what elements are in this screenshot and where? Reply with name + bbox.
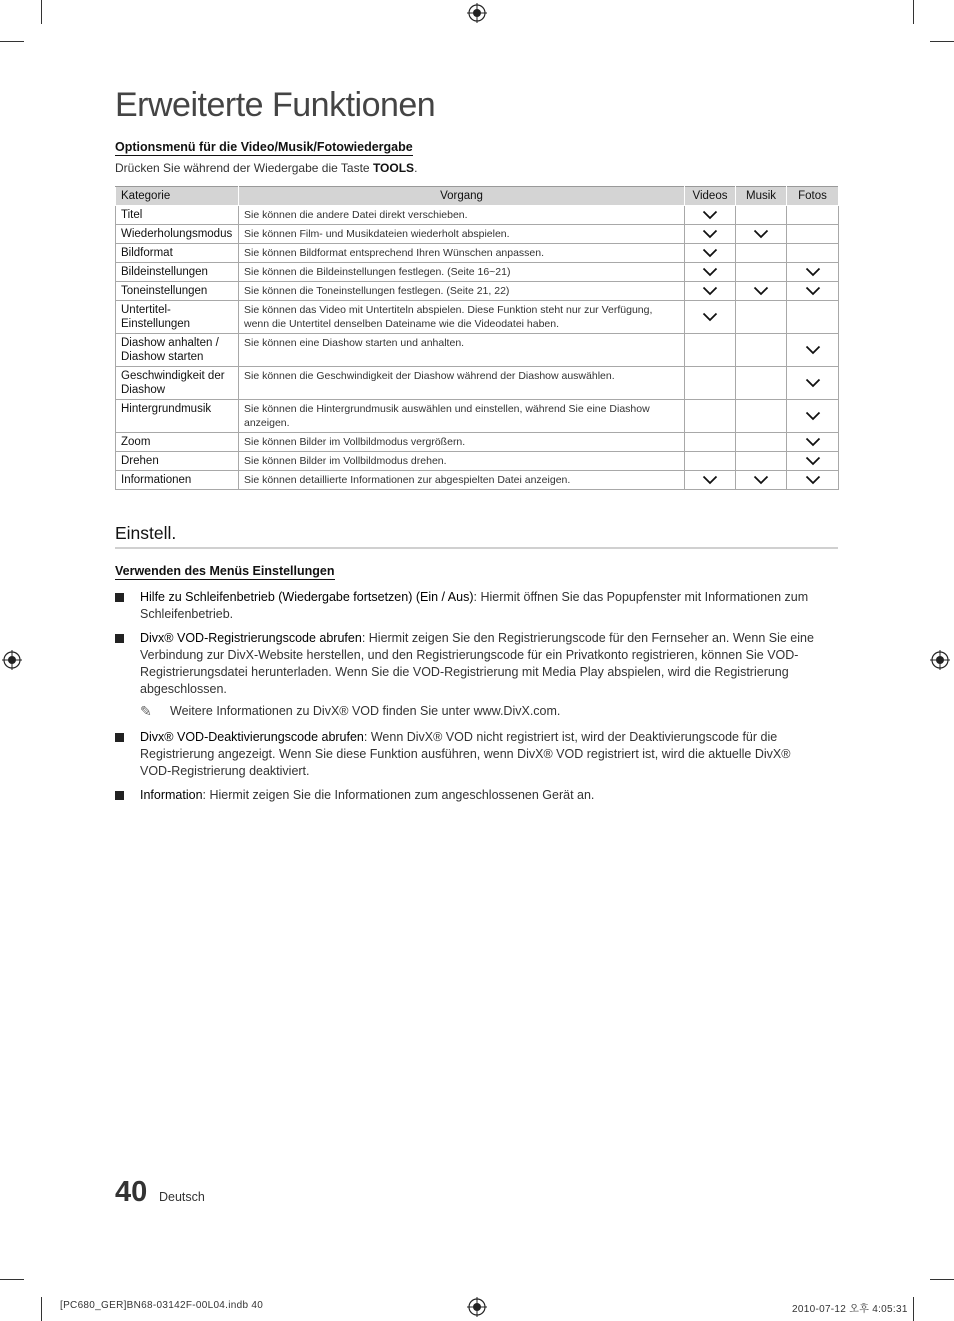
cell-vorgang: Sie können die Geschwindigkeit der Diashow während der Diashow auswählen. bbox=[239, 367, 685, 400]
cell-videos bbox=[685, 282, 736, 301]
cell-fotos bbox=[787, 367, 839, 400]
crop-mark bbox=[0, 41, 24, 42]
settings-section-heading: Einstell. bbox=[115, 523, 838, 549]
cell-videos bbox=[685, 263, 736, 282]
cell-kategorie: Drehen bbox=[116, 452, 239, 471]
registration-mark-icon bbox=[930, 650, 950, 670]
check-mark-icon bbox=[702, 267, 718, 277]
cell-fotos bbox=[787, 244, 839, 263]
crop-mark bbox=[913, 1297, 914, 1321]
cell-fotos bbox=[787, 225, 839, 244]
print-file-info: [PC680_GER]BN68-03142F-00L04.indb 40 bbox=[60, 1300, 264, 1311]
table-row bbox=[116, 367, 839, 400]
intro-suffix: . bbox=[414, 161, 418, 175]
cell-musik bbox=[736, 225, 787, 244]
cell-kategorie: Bildformat bbox=[116, 244, 239, 263]
column-header-fotos: Fotos bbox=[787, 187, 839, 206]
check-mark-icon bbox=[702, 475, 718, 485]
note bbox=[140, 703, 815, 720]
column-header-vorgang: Vorgang bbox=[239, 187, 685, 206]
options-intro bbox=[115, 161, 417, 175]
pencil-note-icon: ✎ bbox=[140, 703, 152, 719]
item-text: : Hiermit zeigen Sie den Registrierungscode für den Fernseher an. Wenn Sie eine Verbindung zur DivX-Website herstellen, und den Registrierungscode für ein Privatkonto registrieren, können Sie VOD-Registrierungsdatei herunterladen. Wenn Sie die VOD-Registrierung mit Media Play abspielen, wird die Registrierung abgeschlossen. bbox=[140, 631, 814, 696]
table-row bbox=[116, 471, 839, 490]
cell-musik bbox=[736, 301, 787, 334]
cell-fotos bbox=[787, 400, 839, 433]
registration-mark-icon bbox=[467, 1297, 487, 1317]
crop-mark bbox=[930, 41, 954, 42]
crop-mark bbox=[41, 0, 42, 24]
item-term: Divx® VOD-Deaktivierungscode abrufen bbox=[140, 730, 364, 744]
check-mark-icon bbox=[753, 229, 769, 239]
table-row bbox=[116, 452, 839, 471]
cell-fotos bbox=[787, 471, 839, 490]
options-table bbox=[115, 186, 839, 490]
check-mark-icon bbox=[805, 437, 821, 447]
item-text: : Hiermit zeigen Sie die Informationen zum angeschlossenen Gerät an. bbox=[202, 788, 595, 802]
cell-musik bbox=[736, 244, 787, 263]
cell-videos bbox=[685, 471, 736, 490]
cell-fotos bbox=[787, 334, 839, 367]
settings-list bbox=[115, 589, 815, 811]
cell-kategorie: Bildeinstellungen bbox=[116, 263, 239, 282]
check-mark-icon bbox=[805, 267, 821, 277]
cell-fotos bbox=[787, 263, 839, 282]
cell-vorgang: Sie können detaillierte Informationen zur abgespielten Datei anzeigen. bbox=[239, 471, 685, 490]
bullet-square-icon bbox=[115, 634, 124, 643]
cell-kategorie: Titel bbox=[116, 206, 239, 225]
check-mark-icon bbox=[805, 378, 821, 388]
bullet-square-icon bbox=[115, 733, 124, 742]
cell-fotos bbox=[787, 282, 839, 301]
cell-videos bbox=[685, 206, 736, 225]
cell-musik bbox=[736, 282, 787, 301]
check-mark-icon bbox=[702, 248, 718, 258]
cell-kategorie: Untertitel-Einstellungen bbox=[116, 301, 239, 334]
check-mark-icon bbox=[805, 411, 821, 421]
cell-vorgang: Sie können Bilder im Vollbildmodus drehen. bbox=[239, 452, 685, 471]
item-term: Information bbox=[140, 788, 203, 802]
cell-musik bbox=[736, 452, 787, 471]
settings-subheading: Verwenden des Menüs Einstellungen bbox=[115, 564, 335, 578]
cell-musik bbox=[736, 334, 787, 367]
page-number: 40 bbox=[115, 1176, 148, 1208]
tools-key-label: TOOLS bbox=[372, 161, 415, 175]
crop-mark bbox=[41, 1297, 42, 1321]
print-timestamp: 2010-07-12 오후 4:05:31 bbox=[792, 1304, 908, 1315]
table-row bbox=[116, 282, 839, 301]
table-row bbox=[116, 225, 839, 244]
cell-vorgang: Sie können die Toneinstellungen festlegen. (Seite 21, 22) bbox=[239, 282, 685, 301]
cell-musik bbox=[736, 206, 787, 225]
cell-videos bbox=[685, 244, 736, 263]
bullet-square-icon bbox=[115, 791, 124, 800]
cell-vorgang: Sie können eine Diashow starten und anhalten. bbox=[239, 334, 685, 367]
options-section-heading: Optionsmenü für die Video/Musik/Fotowiedergabe bbox=[115, 140, 413, 154]
note-text: Weitere Informationen zu DivX® VOD finden Sie unter www.DivX.com. bbox=[170, 704, 561, 718]
cell-videos bbox=[685, 301, 736, 334]
crop-mark bbox=[0, 1279, 24, 1280]
cell-vorgang: Sie können Film- und Musikdateien wiederholt abspielen. bbox=[239, 225, 685, 244]
cell-vorgang: Sie können die andere Datei direkt verschieben. bbox=[239, 206, 685, 225]
list-item bbox=[115, 630, 815, 698]
cell-musik bbox=[736, 433, 787, 452]
list-item bbox=[115, 589, 815, 623]
cell-musik bbox=[736, 263, 787, 282]
registration-mark-icon bbox=[467, 3, 487, 23]
cell-videos bbox=[685, 400, 736, 433]
check-mark-icon bbox=[702, 229, 718, 239]
cell-videos bbox=[685, 225, 736, 244]
check-mark-icon bbox=[753, 286, 769, 296]
check-mark-icon bbox=[702, 286, 718, 296]
cell-vorgang: Sie können die Bildeinstellungen festlegen. (Seite 16~21) bbox=[239, 263, 685, 282]
bullet-square-icon bbox=[115, 593, 124, 602]
cell-videos bbox=[685, 367, 736, 400]
check-mark-icon bbox=[805, 345, 821, 355]
list-item bbox=[115, 729, 815, 780]
cell-videos bbox=[685, 334, 736, 367]
cell-fotos bbox=[787, 206, 839, 225]
table-row bbox=[116, 334, 839, 367]
cell-kategorie: Hintergrundmusik bbox=[116, 400, 239, 433]
cell-fotos bbox=[787, 433, 839, 452]
cell-kategorie: Zoom bbox=[116, 433, 239, 452]
cell-musik bbox=[736, 367, 787, 400]
page-title: Erweiterte Funktionen bbox=[115, 86, 436, 124]
cell-kategorie: Informationen bbox=[116, 471, 239, 490]
check-mark-icon bbox=[805, 286, 821, 296]
cell-vorgang: Sie können Bilder im Vollbildmodus vergrößern. bbox=[239, 433, 685, 452]
cell-vorgang: Sie können die Hintergrundmusik auswählen und einstellen, während Sie eine Diashow anzeigen. bbox=[239, 400, 685, 433]
cell-kategorie: Diashow anhalten / Diashow starten bbox=[116, 334, 239, 367]
item-text: : Hiermit öffnen Sie das Popupfenster mit Informationen zum Schleifenbetrieb. bbox=[140, 590, 809, 621]
cell-musik bbox=[736, 471, 787, 490]
language-label: Deutsch bbox=[159, 1190, 205, 1204]
cell-kategorie: Toneinstellungen bbox=[116, 282, 239, 301]
cell-vorgang: Sie können das Video mit Untertiteln abspielen. Diese Funktion steht nur zur Verfügung, wenn die Untertitel denselben Dateiname wie die Videodatei haben. bbox=[239, 301, 685, 334]
table-row bbox=[116, 263, 839, 282]
cell-kategorie: Geschwindigkeit der Diashow bbox=[116, 367, 239, 400]
cell-musik bbox=[736, 400, 787, 433]
table-row bbox=[116, 400, 839, 433]
cell-videos bbox=[685, 452, 736, 471]
table-row bbox=[116, 301, 839, 334]
check-mark-icon bbox=[702, 210, 718, 220]
column-header-kategorie: Kategorie bbox=[116, 187, 239, 206]
cell-vorgang: Sie können Bildformat entsprechend Ihren Wünschen anpassen. bbox=[239, 244, 685, 263]
check-mark-icon bbox=[702, 312, 718, 322]
cell-kategorie: Wiederholungsmodus bbox=[116, 225, 239, 244]
crop-mark bbox=[930, 1279, 954, 1280]
check-mark-icon bbox=[805, 456, 821, 466]
table-row bbox=[116, 206, 839, 225]
cell-fotos bbox=[787, 452, 839, 471]
cell-videos bbox=[685, 433, 736, 452]
intro-text: Drücken Sie während der Wiedergabe die Taste bbox=[115, 161, 373, 175]
column-header-musik: Musik bbox=[736, 187, 787, 206]
cell-fotos bbox=[787, 301, 839, 334]
table-row bbox=[116, 433, 839, 452]
item-text: : Wenn DivX® VOD nicht registriert ist, wird der Deaktivierungscode für die Registrierung angezeigt. Wenn Sie diese Funktion ausführen, wenn DivX® VOD registriert ist, wird die aktuelle DivX® VOD-Registrierung deaktiviert. bbox=[140, 730, 791, 778]
table-row bbox=[116, 244, 839, 263]
check-mark-icon bbox=[805, 475, 821, 485]
item-term: Hilfe zu Schleifenbetrieb (Wiedergabe fortsetzen) (Ein / Aus) bbox=[140, 590, 474, 604]
list-item bbox=[115, 787, 815, 804]
column-header-videos: Videos bbox=[685, 187, 736, 206]
registration-mark-icon bbox=[2, 650, 22, 670]
table-header-row bbox=[116, 187, 839, 206]
check-mark-icon bbox=[753, 475, 769, 485]
crop-mark bbox=[913, 0, 914, 24]
item-term: Divx® VOD-Registrierungscode abrufen bbox=[140, 631, 362, 645]
